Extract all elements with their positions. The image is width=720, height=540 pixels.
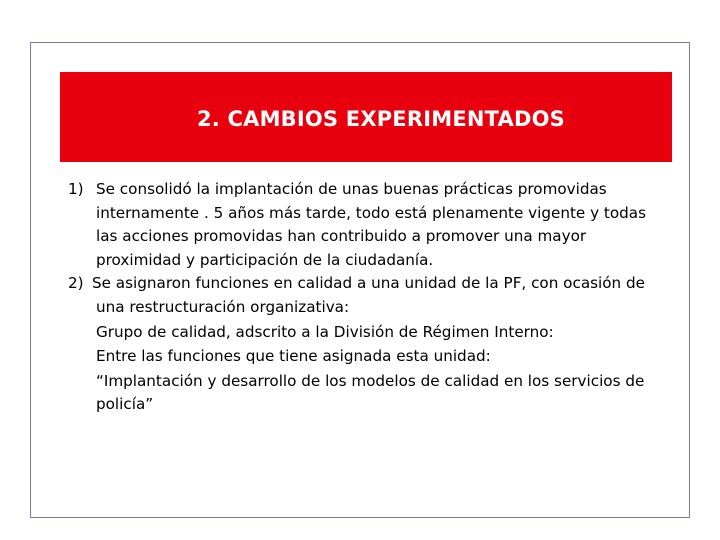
title-bar — [60, 72, 672, 162]
list-item-1-number: 1) — [68, 180, 84, 198]
sub-line-2: Entre las funciones que tiene asignada esta unidad: — [96, 347, 491, 366]
list-item-1 — [68, 178, 668, 272]
slide-body — [68, 178, 668, 417]
list-item-2-number: 2) — [68, 274, 84, 293]
sub-line-3: “Implantación y desarrollo de los modelos de calidad en los servicios de policía” — [96, 371, 645, 414]
list-item-1-text: Se consolidó la implantación de unas buenas prácticas promovidas internamente . 5 años más tarde, todo está plenamente vigente y todas las acciones promovidas han contribuido a promover una mayor proximidad y participación de la ciudadanía. — [96, 180, 647, 269]
list-item-2-text: Se asignaron funciones en calidad a una unidad de la PF, con ocasión de una restructuración organizativa: — [92, 274, 645, 316]
sub-line-1: Grupo de calidad, adscrito a la División de Régimen Interno: — [96, 322, 554, 341]
slide-title: 2. CAMBIOS EXPERIMENTADOS — [197, 107, 565, 131]
list-item-2 — [68, 272, 668, 319]
